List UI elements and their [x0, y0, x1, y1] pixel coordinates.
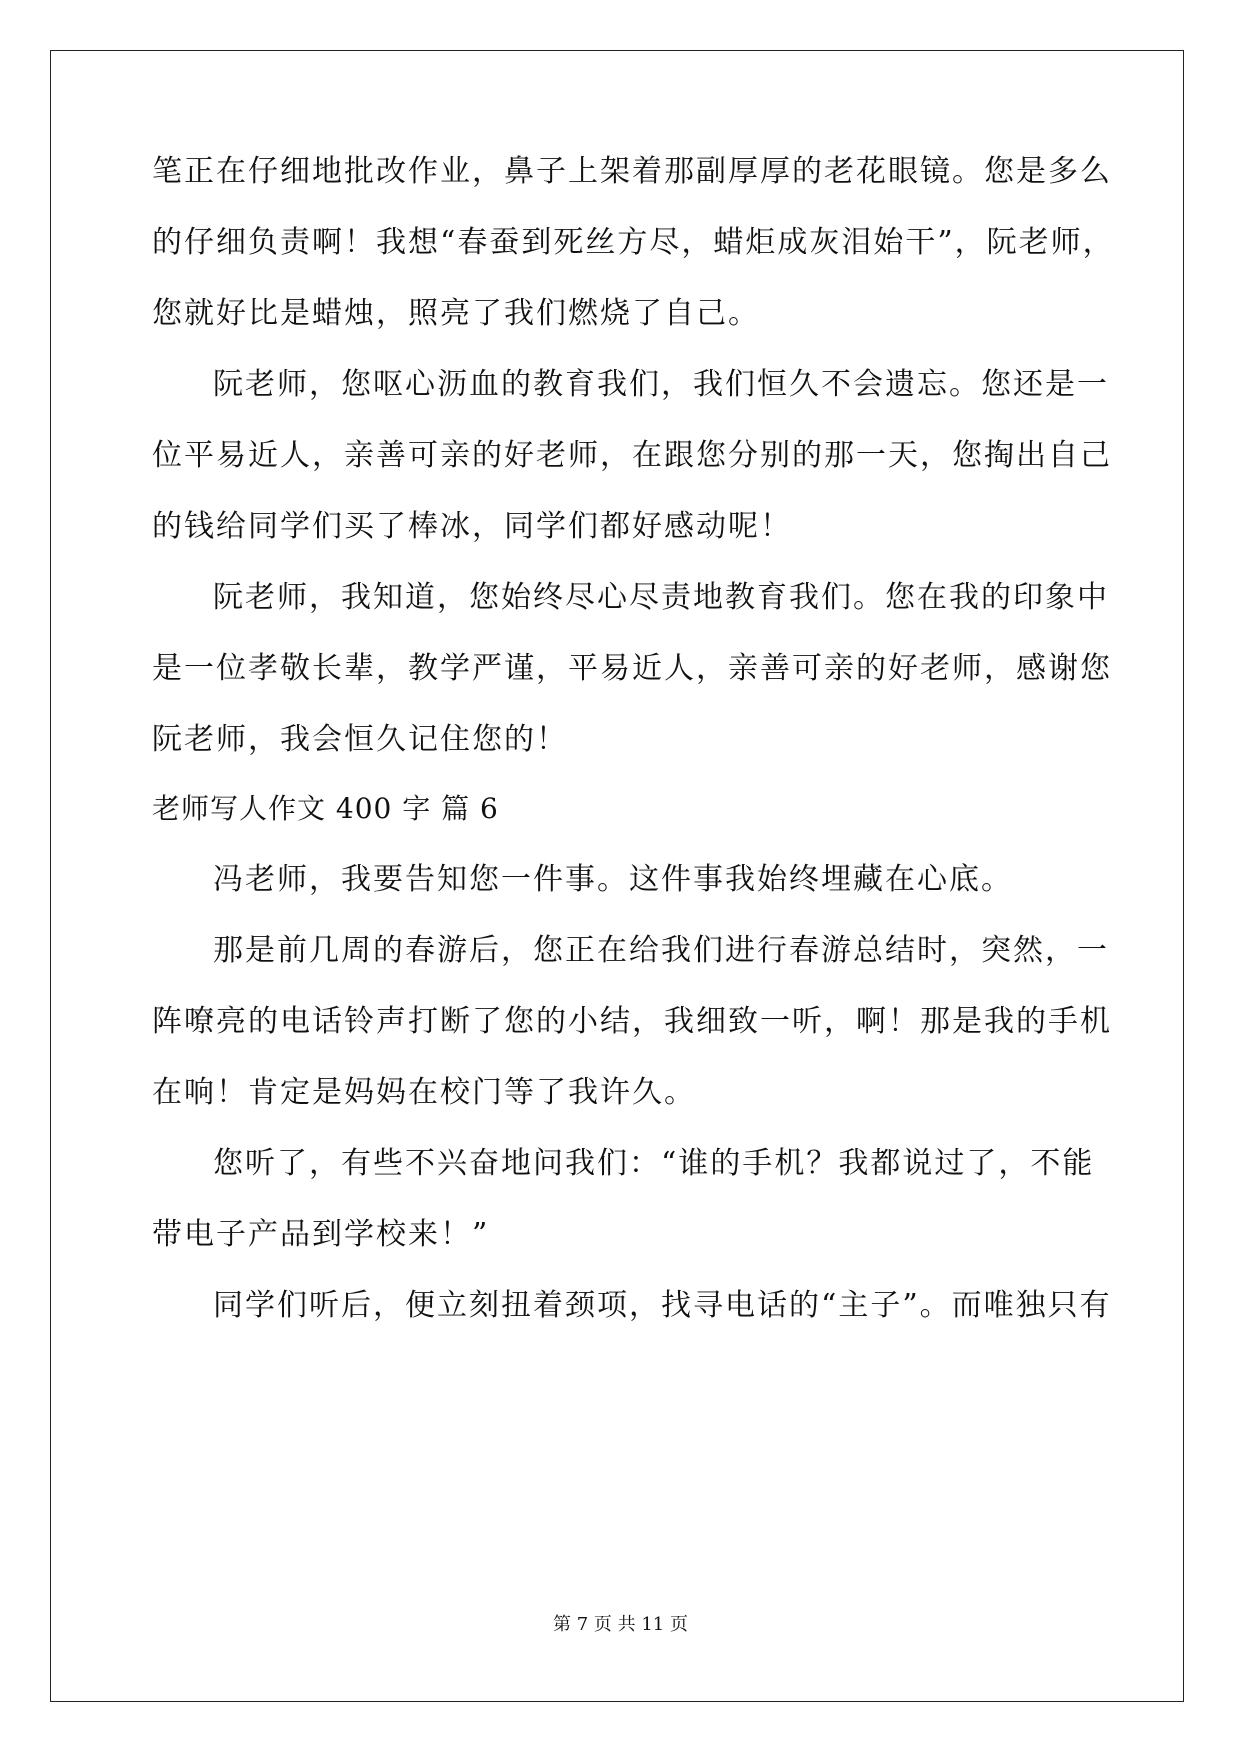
paragraph-start-line: 那是前几周的春游后，您正在给我们进行春游总结时，突然，一 — [213, 933, 1109, 968]
paragraph-start-line: 您听了，有些不兴奋地问我们：“谁的手机？我都说过了，不能 — [213, 1146, 1095, 1181]
text-line-3: 您就好比是蜡烛，照亮了我们燃烧了自己。 — [152, 296, 760, 331]
page-footer: 第 7 页 共 11 页 — [553, 1614, 688, 1635]
text-line-13: 阵嘹亮的电话铃声打断了您的小结，我细致一听，啊！那是我的手机 — [152, 1004, 1112, 1039]
section-heading: 老师写人作文 400 字 篇 6 — [152, 792, 499, 825]
paragraph-start-line: 同学们听后，便立刻扭着颈项，找寻电话的“主子”。而唯独只有 — [213, 1288, 1112, 1323]
text-line-5: 位平易近人，亲善可亲的好老师，在跟您分别的那一天，您掏出自己 — [152, 438, 1112, 473]
text-line-6: 的钱给同学们买了棒冰，同学们都好感动呢！ — [152, 509, 792, 544]
text-line-14: 在响！肯定是妈妈在校门等了我许久。 — [152, 1075, 696, 1110]
paragraph-start-line: 阮老师，我知道，您始终尽心尽责地教育我们。您在我的印象中 — [213, 580, 1109, 615]
text-line-2: 的仔细负责啊！我想“春蚕到死丝方尽，蜡炬成灰泪始干”，阮老师， — [152, 225, 1115, 260]
text-line-9: 阮老师，我会恒久记住您的！ — [152, 722, 568, 757]
text-line-8: 是一位孝敬长辈，教学严谨，平易近人，亲善可亲的好老师，感谢您 — [152, 651, 1112, 686]
text-line-1: 笔正在仔细地批改作业，鼻子上架着那副厚厚的老花眼镜。您是多么 — [152, 154, 1112, 189]
paragraph-start-line: 冯老师，我要告知您一件事。这件事我始终埋藏在心底。 — [213, 862, 1013, 897]
paragraph-start-line: 阮老师，您呕心沥血的教育我们，我们恒久不会遗忘。您还是一 — [213, 367, 1109, 402]
text-line-16: 带电子产品到学校来！” — [152, 1217, 490, 1252]
